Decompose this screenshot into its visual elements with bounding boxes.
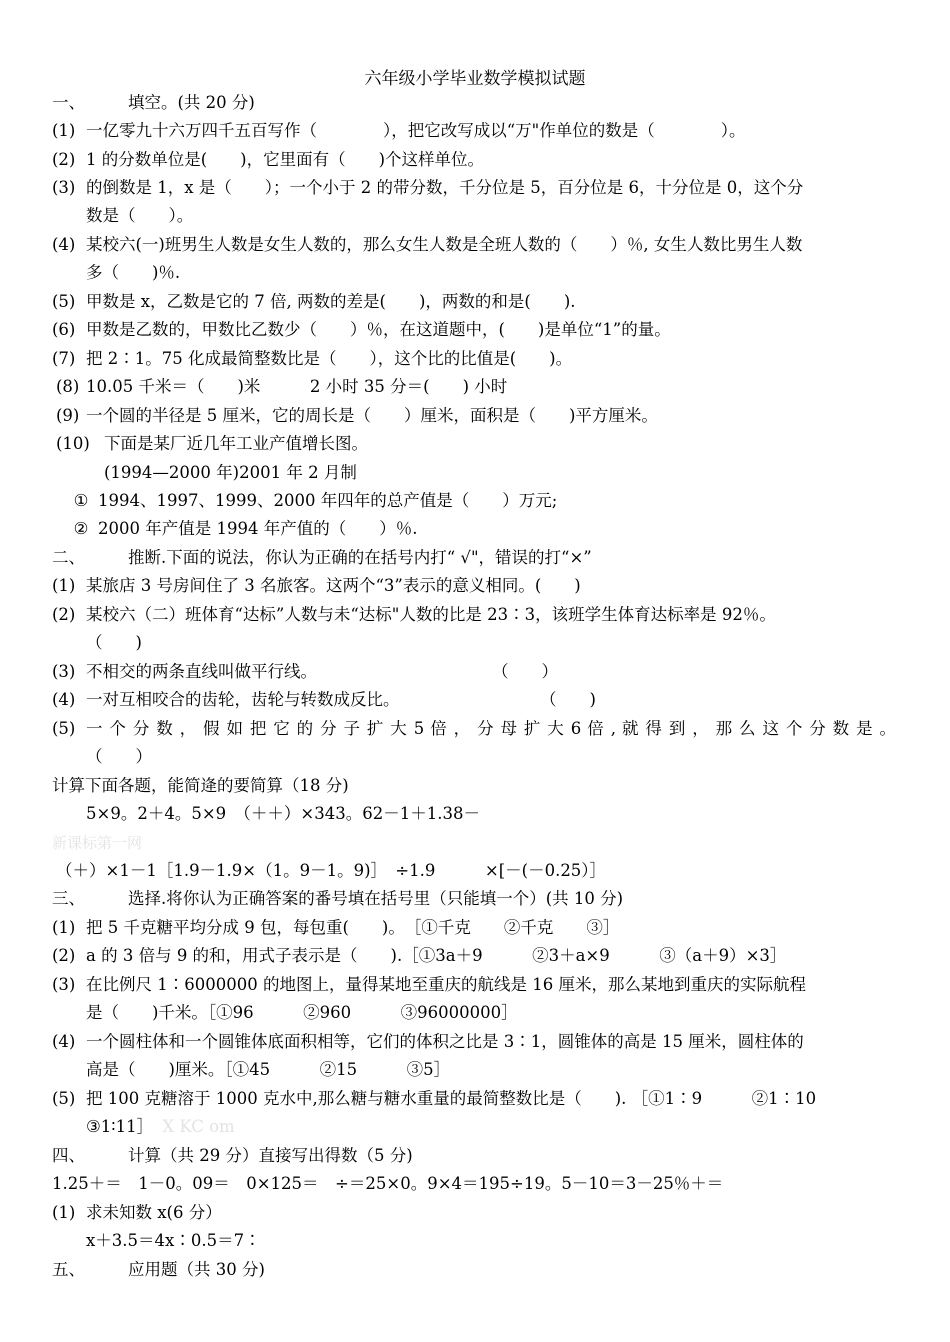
question-4-1 bbox=[52, 1202, 222, 1224]
question-number: (3) bbox=[52, 178, 76, 197]
question-number: (9) bbox=[56, 406, 80, 425]
question-text: 一 个 分 数 ， 假 如 把 它 的 分 子 扩 大 5 倍 ， 分 母 扩 大 6 倍 , 就 得 到 ， 那 么 这 个 分 数 是 。 bbox=[86, 719, 896, 738]
sub-question-text: 1994、1997、1999、2000 年四年的总产值是（ ）万元; bbox=[98, 491, 558, 510]
page-title: 六年级小学毕业数学模拟试题 bbox=[364, 69, 586, 89]
sub-question-1 bbox=[64, 490, 557, 512]
question-number: (10) bbox=[56, 434, 90, 453]
question-number: (2) bbox=[52, 150, 76, 169]
question-1-4-continued: 多（ )％. bbox=[86, 263, 181, 282]
question-number: (3) bbox=[52, 662, 76, 681]
question-number: (2) bbox=[52, 946, 76, 965]
question-number: (8) bbox=[56, 377, 80, 396]
section-3-heading bbox=[52, 888, 623, 910]
question-number: (4) bbox=[52, 690, 76, 709]
question-number: (5) bbox=[52, 719, 76, 738]
question-text: 下面是某厂近几年工业产值增长图。 bbox=[104, 434, 368, 453]
question-text: 甲数是 x，乙数是它的 7 倍, 两数的差是( )，两数的和是( ). bbox=[86, 292, 576, 311]
watermark-text: 新课标第一网 bbox=[52, 834, 143, 852]
question-2-4 bbox=[52, 689, 400, 711]
section-2-heading bbox=[52, 547, 592, 569]
section-number: 三、 bbox=[52, 889, 85, 908]
section-title: 应用题（共 30 分) bbox=[128, 1260, 265, 1279]
section-title: 推断.下面的说法，你认为正确的在括号内打“ √"，错误的打“×” bbox=[128, 548, 592, 567]
sub-question-text: 2000 年产值是 1994 年产值的（ ）％. bbox=[98, 519, 418, 538]
question-2-2 bbox=[52, 604, 776, 626]
question-3-5-continued bbox=[86, 1116, 235, 1138]
question-number: (7) bbox=[52, 349, 76, 368]
question-number: (6) bbox=[52, 320, 76, 339]
question-number: (5) bbox=[52, 292, 76, 311]
question-text: 某校六（二）班体育“达标”人数与未“达标"人数的比是 23∶3，该班学生体育达标率是 92％。 bbox=[86, 605, 776, 624]
question-3-1 bbox=[52, 917, 619, 939]
question-2-2-continued: （ ) bbox=[86, 633, 142, 652]
question-text: 一个圆柱体和一个圆锥体底面积相等，它们的体积之比是 3∶1，圆锥体的高是 15 厘米，圆柱体的 bbox=[86, 1032, 804, 1051]
question-text: a 的 3 倍与 9 的和，用式子表示是（ ).［①3a＋9 ②3＋a×9 ③（a＋9）×3］ bbox=[86, 946, 787, 965]
question-text: 的倒数是 1，x 是（ ）；一个小于 2 的带分数，千分位是 5，百分位是 6，十分位是 0，这个分 bbox=[86, 178, 804, 197]
question-number: (1) bbox=[52, 576, 76, 595]
question-text: 某旅店 3 号房间住了 3 名旅客。这两个“3”表示的意义相同。( ) bbox=[86, 576, 581, 595]
question-text: 把 5 千克糖平均分成 9 包，每包重( )。 ［①千克 ②千克 ③］ bbox=[86, 918, 620, 937]
section-number: 二、 bbox=[52, 548, 85, 567]
question-3-4-continued: 高是（ )厘米。［①45 ②15 ③5］ bbox=[86, 1060, 451, 1079]
question-3-5 bbox=[52, 1088, 816, 1110]
question-2-5-continued: （ ） bbox=[86, 747, 152, 766]
question-number: (5) bbox=[52, 1089, 76, 1108]
question-number: (4) bbox=[52, 1032, 76, 1051]
question-3-3-continued: 是（ )千米。［①96 ②960 ③96000000］ bbox=[86, 1003, 518, 1022]
question-1-8 bbox=[56, 376, 507, 398]
section-title: 计算（共 29 分）直接写出得数（5 分) bbox=[128, 1146, 413, 1165]
question-text: 一对互相咬合的齿轮，齿轮与转数成反比。 bbox=[86, 690, 400, 709]
question-text: 某校六(一)班男生人数是女生人数的，那么女生人数是全班人数的（ ）％, 女生人数比男生人数 bbox=[86, 235, 803, 254]
question-1-4 bbox=[52, 234, 802, 256]
question-1-2 bbox=[52, 149, 484, 171]
equation-line: x＋3.5＝4x∶0.5＝7∶ bbox=[86, 1231, 261, 1250]
answer-parentheses: （ ) bbox=[540, 690, 596, 709]
question-number: (1) bbox=[52, 121, 76, 140]
question-text: 1 的分数单位是( )，它里面有（ )个这样单位。 bbox=[86, 150, 485, 169]
question-1-3-continued: 数是（ ）。 bbox=[86, 206, 194, 225]
question-1-1 bbox=[52, 120, 746, 142]
chart-caption: (1994—2000 年)2001 年 2 月制 bbox=[104, 463, 357, 482]
question-text: 把 2∶1。75 化成最简整数比是（ ），这个比的比值是( )。 bbox=[86, 349, 573, 368]
section-title: 选择.将你认为正确答案的番号填在括号里（只能填一个）(共 10 分) bbox=[128, 889, 624, 908]
watermark-text: X KC om bbox=[162, 1117, 235, 1136]
question-text: 甲数是乙数的，甲数比乙数少（ ）％，在这道题中，( )是单位“1”的量。 bbox=[86, 320, 671, 339]
circled-number: ① bbox=[73, 491, 89, 510]
question-text: 在比例尺 1∶6000000 的地图上，量得某地至重庆的航线是 16 厘米，那么某地到重庆的实际航程 bbox=[86, 975, 806, 994]
question-2-3 bbox=[52, 661, 317, 683]
question-1-9 bbox=[56, 405, 658, 427]
question-1-6 bbox=[52, 319, 671, 341]
calc-line-1: 5×9。2＋4。5×9 （＋＋）×343。62－1＋1.38－ bbox=[86, 804, 480, 823]
question-text: 一亿零九十六万四千五百写作（ ），把它改写成以“万"作单位的数是（ ）。 bbox=[86, 121, 746, 140]
question-text: 10.05 千米＝（ )米 2 小时 35 分＝( ) 小时 bbox=[86, 377, 508, 396]
question-text: 一个圆的半径是 5 厘米，它的周长是（ ）厘米，面积是（ )平方厘米。 bbox=[86, 406, 658, 425]
question-3-4 bbox=[52, 1031, 804, 1053]
question-number: (4) bbox=[52, 235, 76, 254]
question-3-3 bbox=[52, 974, 806, 996]
question-3-2 bbox=[52, 945, 786, 967]
section-5-heading bbox=[52, 1259, 265, 1281]
question-number: (1) bbox=[52, 1203, 76, 1222]
mental-math-line: 1.25＋＝ 1－0。09＝ 0×125＝ ÷＝25×0。9×4＝195÷19。5－10＝3－25％＋＝ bbox=[52, 1174, 724, 1193]
question-number: (3) bbox=[52, 975, 76, 994]
section-number: 四、 bbox=[52, 1146, 85, 1165]
question-number: (2) bbox=[52, 605, 76, 624]
section-number: 五、 bbox=[52, 1260, 85, 1279]
section-number: 一、 bbox=[52, 93, 85, 112]
sub-question-2 bbox=[64, 518, 417, 540]
section-4-heading bbox=[52, 1145, 413, 1167]
question-2-5 bbox=[52, 718, 896, 740]
question-text: 不相交的两条直线叫做平行线。 bbox=[86, 662, 317, 681]
question-1-7 bbox=[52, 348, 572, 370]
calc-line-2: （＋）×1－1［1.9－1.9×（1。9－1。9)］ ÷1.9 ×[－(－0.25）］ bbox=[56, 861, 607, 880]
section-title: 填空。(共 20 分) bbox=[128, 93, 255, 112]
question-text: 把 100 克糖溶于 1000 克水中,那么糖与糖水重量的最简整数比是（ ). ［①1∶9 ②1∶10 bbox=[86, 1089, 817, 1108]
question-text: 求未知数 x(6 分） bbox=[86, 1203, 222, 1222]
question-number: (1) bbox=[52, 918, 76, 937]
circled-number: ② bbox=[73, 519, 89, 538]
options-continued: ③1∶11］ bbox=[86, 1117, 154, 1136]
question-2-1 bbox=[52, 575, 581, 597]
question-1-3 bbox=[52, 177, 803, 199]
calc-heading: 计算下面各题，能简逄的要简算（18 分) bbox=[52, 776, 349, 795]
section-1-heading bbox=[52, 92, 255, 114]
question-1-5 bbox=[52, 291, 576, 313]
question-1-10 bbox=[56, 433, 368, 455]
answer-parentheses: （ ） bbox=[492, 662, 558, 681]
